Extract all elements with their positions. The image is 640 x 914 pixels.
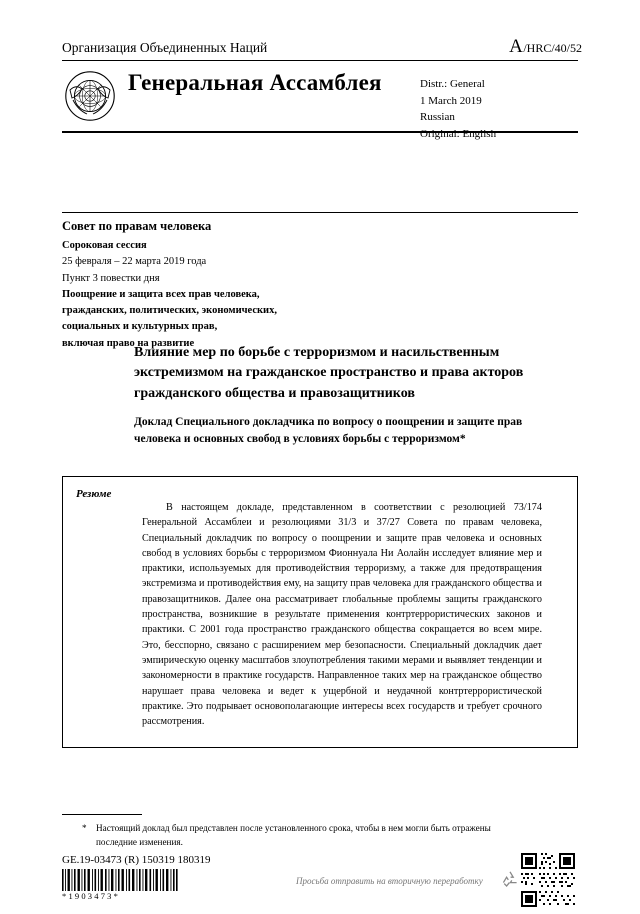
header-rule-top bbox=[62, 60, 578, 61]
meta-line-4: гражданских, политических, экономических, bbox=[62, 305, 277, 317]
header-rule-bottom bbox=[62, 131, 578, 133]
session-metadata bbox=[62, 238, 277, 352]
body-rule bbox=[62, 212, 578, 213]
footnote-marker: * bbox=[82, 823, 87, 833]
meta-line-1: 25 февраля – 22 марта 2019 года bbox=[62, 256, 207, 268]
qr-code bbox=[519, 851, 577, 909]
recycle-icon bbox=[500, 869, 520, 889]
distr-line-1: 1 March 2019 bbox=[420, 94, 482, 107]
document-id: GE.19-03473 (R) 150319 180319 bbox=[62, 854, 211, 866]
document-symbol bbox=[509, 36, 582, 58]
council-name: Совет по правам человека bbox=[62, 219, 212, 233]
report-title: Влияние мер по борьбе с терроризмом и насильственным экстремизмом на гражданское пространство и права акторов гражданского общества и правозащитников bbox=[134, 345, 524, 401]
organization-name: Организация Объединенных Наций bbox=[62, 40, 268, 55]
meta-line-2: Пункт 3 повестки дня bbox=[62, 272, 160, 284]
document-symbol-rest: /HRC/40/52 bbox=[523, 41, 582, 55]
barcode bbox=[62, 869, 178, 891]
meta-line-5: социальных и культурных прав, bbox=[62, 321, 218, 333]
footnote bbox=[82, 822, 526, 850]
report-subtitle: Доклад Специального докладчика по вопросу о поощрении и защите прав человека и основных свобод в условиях борьбы с терроризмом* bbox=[134, 416, 523, 446]
summary-text: В настоящем докладе, представленном в соответствии с резолюцией 73/174 Генеральной Ассамблеи и резолюциями 31/3 и 37/27 Совета по правам человека, Специальный докладчик по вопросу о поощрении и защите прав человека и основных свобод в условиях борьбы с терроризмом Фионнуала Ни Аолайн исследует влияние мер и практики, используемых для противодействия терроризму, а также для предотвращения экстремизма и противодействия ему, на защиту прав человека для гражданского общества и правозащитников. Далее она рассматривает глобальные проблемы защиты гражданского пространства, возникшие в результате применения контртеррористических законов и практики. С 2001 года пространство гражданского общества сокращается во всем мире. Это, бесспорно, связано с расширением мер безопасности. Специальный докладчик дает эмпирическую оценку масштабов злоупотребления такими мерами и выявляет тенденции и закономерности в практике государств. Направленное таких мер на гражданское общество нарушает права человека и ведет к ущербной и неудачной контртеррористической практике. Это подрывает основополагающие интересы всех государств и требует срочного рассмотрения. bbox=[142, 502, 542, 728]
meta-line-3: Поощрение и защита всех прав человека, bbox=[62, 288, 260, 300]
distr-line-0: Distr.: General bbox=[420, 78, 485, 90]
un-emblem-icon bbox=[64, 70, 116, 122]
meta-line-6: включая право на развитие bbox=[62, 337, 195, 349]
meta-line-0: Сороковая сессия bbox=[62, 240, 147, 251]
recycle-text: Просьба отправить на вторичную переработку bbox=[296, 876, 483, 886]
distr-line-2: Russian bbox=[420, 111, 455, 123]
footnote-rule bbox=[62, 814, 142, 815]
document-symbol-prefix: A bbox=[509, 36, 524, 57]
footnote-text: Настоящий доклад был представлен после установленного срока, чтобы в нем могли быть отражены последние изменения. bbox=[96, 823, 491, 847]
distr-line-3: Original: English bbox=[420, 127, 497, 140]
barcode-number: *1903473* bbox=[62, 891, 121, 901]
summary-label: Резюме bbox=[76, 488, 112, 500]
assembly-title: Генеральная Ассамблея bbox=[128, 70, 382, 95]
